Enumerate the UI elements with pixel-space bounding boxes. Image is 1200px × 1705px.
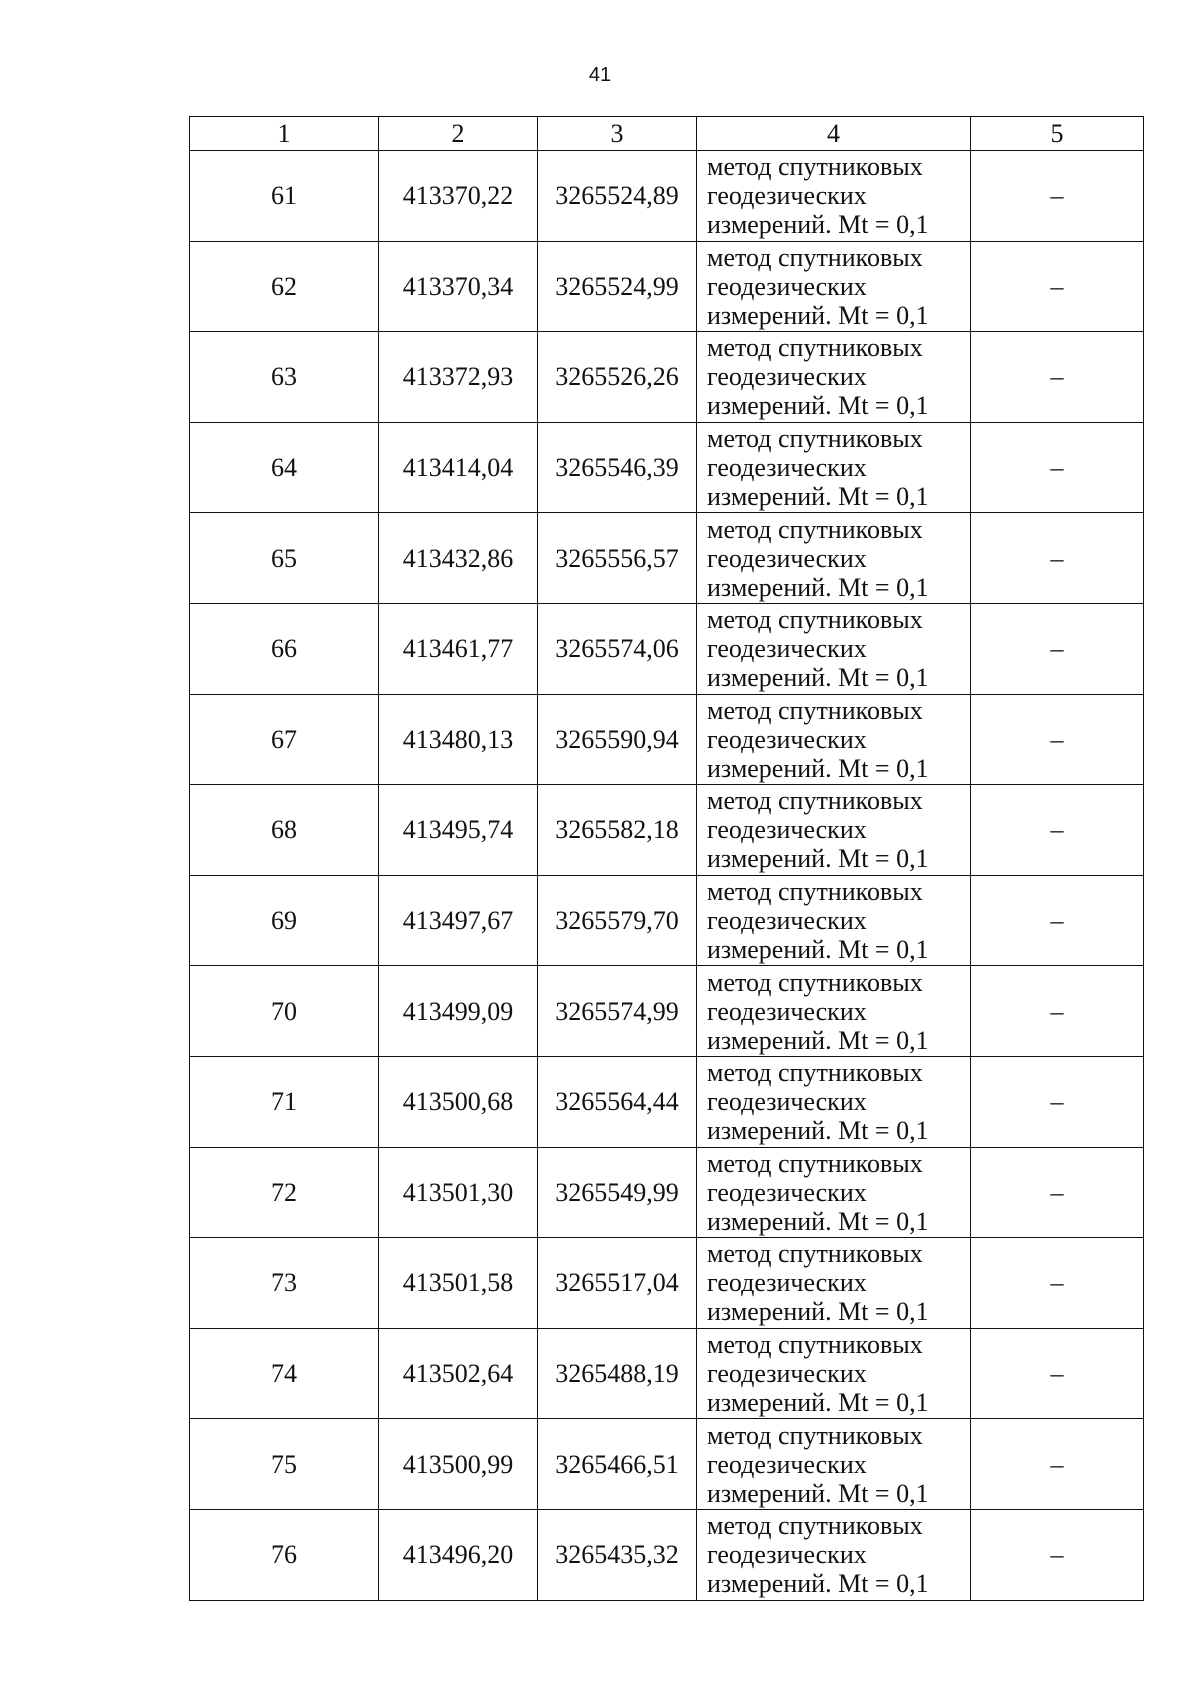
method-line: измерений. Mt = 0,1 [707,572,929,602]
point-number-cell: 67 [190,694,379,785]
coordinate-x-cell: 413370,34 [379,241,538,332]
table-row [190,1147,1144,1238]
coordinate-y-cell: 3265435,32 [538,1509,697,1600]
method-line: геодезических [707,1268,867,1298]
method-line: измерений. Mt = 0,1 [707,935,929,965]
method-cell [697,1328,971,1419]
coordinate-x-cell: 413461,77 [379,603,538,694]
method-cell [697,1056,971,1147]
point-number-cell: 63 [190,332,379,423]
method-cell [697,422,971,513]
column-header-1: 1 [190,117,379,151]
table-row [190,422,1144,513]
coordinate-y-cell: 3265590,94 [538,694,697,785]
note-cell: – [971,151,1144,242]
method-line: геодезических [707,1177,867,1207]
column-header-3: 3 [538,117,697,151]
method-line: метод спутниковых [707,152,923,182]
table-body [190,151,1144,1601]
coordinate-x-cell: 413480,13 [379,694,538,785]
method-line: измерений. Mt = 0,1 [707,391,929,421]
coordinate-y-cell: 3265524,99 [538,241,697,332]
table-row [190,1056,1144,1147]
method-line: геодезических [707,906,867,936]
point-number-cell: 61 [190,151,379,242]
coordinate-x-cell: 413501,58 [379,1238,538,1329]
point-number-cell: 69 [190,875,379,966]
point-number-cell: 70 [190,966,379,1057]
note-cell: – [971,241,1144,332]
table-row [190,241,1144,332]
note-cell: – [971,1509,1144,1600]
method-cell [697,603,971,694]
coordinate-x-cell: 413414,04 [379,422,538,513]
point-number-cell: 65 [190,513,379,604]
coordinate-y-cell: 3265556,57 [538,513,697,604]
note-cell: – [971,332,1144,423]
method-cell [697,785,971,876]
method-line: метод спутниковых [707,786,923,816]
method-line: измерений. Mt = 0,1 [707,1297,929,1327]
column-header-4: 4 [697,117,971,151]
table-row [190,513,1144,604]
method-line: метод спутниковых [707,967,923,997]
method-line: геодезических [707,724,867,754]
point-number-cell: 66 [190,603,379,694]
method-cell [697,1419,971,1510]
coordinate-y-cell: 3265524,89 [538,151,697,242]
point-number-cell: 73 [190,1238,379,1329]
note-cell: – [971,875,1144,966]
table-row [190,151,1144,242]
method-cell [697,694,971,785]
coordinate-x-cell: 413502,64 [379,1328,538,1419]
coordinate-y-cell: 3265466,51 [538,1419,697,1510]
point-number-cell: 71 [190,1056,379,1147]
method-line: измерений. Mt = 0,1 [707,482,929,512]
method-cell [697,513,971,604]
method-line: геодезических [707,453,867,483]
coordinate-x-cell: 413499,09 [379,966,538,1057]
coordinate-x-cell: 413372,93 [379,332,538,423]
coordinate-y-cell: 3265526,26 [538,332,697,423]
coordinate-x-cell: 413500,68 [379,1056,538,1147]
coordinates-table [189,116,1144,1601]
column-header-5: 5 [971,117,1144,151]
note-cell: – [971,513,1144,604]
method-cell [697,1238,971,1329]
point-number-cell: 62 [190,241,379,332]
coordinate-x-cell: 413370,22 [379,151,538,242]
note-cell: – [971,1419,1144,1510]
method-cell [697,875,971,966]
method-line: геодезических [707,181,867,211]
coordinate-y-cell: 3265546,39 [538,422,697,513]
table-row [190,603,1144,694]
method-cell [697,1509,971,1600]
method-cell [697,966,971,1057]
note-cell: – [971,1238,1144,1329]
method-line: геодезических [707,543,867,573]
method-cell [697,332,971,423]
method-line: геодезических [707,271,867,301]
note-cell: – [971,1147,1144,1238]
point-number-cell: 68 [190,785,379,876]
note-cell: – [971,1056,1144,1147]
method-line: измерений. Mt = 0,1 [707,300,929,330]
coordinate-x-cell: 413501,30 [379,1147,538,1238]
coordinate-y-cell: 3265582,18 [538,785,697,876]
method-line: метод спутниковых [707,242,923,272]
note-cell: – [971,785,1144,876]
coordinate-x-cell: 413496,20 [379,1509,538,1600]
point-number-cell: 76 [190,1509,379,1600]
method-line: измерений. Mt = 0,1 [707,1116,929,1146]
note-cell: – [971,603,1144,694]
method-line: измерений. Mt = 0,1 [707,753,929,783]
column-header-2: 2 [379,117,538,151]
method-line: метод спутниковых [707,1058,923,1088]
coordinate-x-cell: 413500,99 [379,1419,538,1510]
point-number-cell: 64 [190,422,379,513]
note-cell: – [971,422,1144,513]
method-cell [697,241,971,332]
method-line: метод спутниковых [707,695,923,725]
method-line: метод спутниковых [707,877,923,907]
method-line: геодезических [707,1359,867,1389]
method-line: измерений. Mt = 0,1 [707,1478,929,1508]
method-line: метод спутниковых [707,514,923,544]
header-row [190,117,1144,151]
method-line: геодезических [707,1540,867,1570]
table-row [190,694,1144,785]
method-line: геодезических [707,815,867,845]
coordinate-y-cell: 3265574,99 [538,966,697,1057]
point-number-cell: 75 [190,1419,379,1510]
coordinate-y-cell: 3265574,06 [538,603,697,694]
method-line: измерений. Mt = 0,1 [707,663,929,693]
table-row [190,1419,1144,1510]
table-row [190,1238,1144,1329]
coordinate-y-cell: 3265564,44 [538,1056,697,1147]
coordinate-x-cell: 413432,86 [379,513,538,604]
method-cell [697,1147,971,1238]
method-line: геодезических [707,634,867,664]
method-cell [697,151,971,242]
method-line: метод спутниковых [707,1420,923,1450]
method-line: геодезических [707,1449,867,1479]
coordinate-y-cell: 3265579,70 [538,875,697,966]
method-line: измерений. Mt = 0,1 [707,1569,929,1599]
table-row [190,875,1144,966]
point-number-cell: 72 [190,1147,379,1238]
note-cell: – [971,694,1144,785]
coordinate-y-cell: 3265517,04 [538,1238,697,1329]
method-line: метод спутниковых [707,1239,923,1269]
point-number-cell: 74 [190,1328,379,1419]
method-line: метод спутниковых [707,605,923,635]
method-line: геодезических [707,996,867,1026]
method-line: метод спутниковых [707,333,923,363]
table-row [190,1509,1144,1600]
method-line: метод спутниковых [707,1148,923,1178]
method-line: измерений. Mt = 0,1 [707,844,929,874]
page-number: 41 [588,64,612,86]
method-line: метод спутниковых [707,424,923,454]
table-row [190,966,1144,1057]
coordinate-x-cell: 413497,67 [379,875,538,966]
method-line: измерений. Mt = 0,1 [707,1025,929,1055]
method-line: измерений. Mt = 0,1 [707,1206,929,1236]
method-line: метод спутниковых [707,1330,923,1360]
coordinate-y-cell: 3265549,99 [538,1147,697,1238]
table-row [190,1328,1144,1419]
method-line: метод спутниковых [707,1511,923,1541]
note-cell: – [971,966,1144,1057]
coordinate-y-cell: 3265488,19 [538,1328,697,1419]
table-row [190,332,1144,423]
method-line: измерений. Mt = 0,1 [707,210,929,240]
note-cell: – [971,1328,1144,1419]
table-row [190,785,1144,876]
method-line: геодезических [707,362,867,392]
method-line: измерений. Mt = 0,1 [707,1388,929,1418]
method-line: геодезических [707,1087,867,1117]
coordinate-x-cell: 413495,74 [379,785,538,876]
